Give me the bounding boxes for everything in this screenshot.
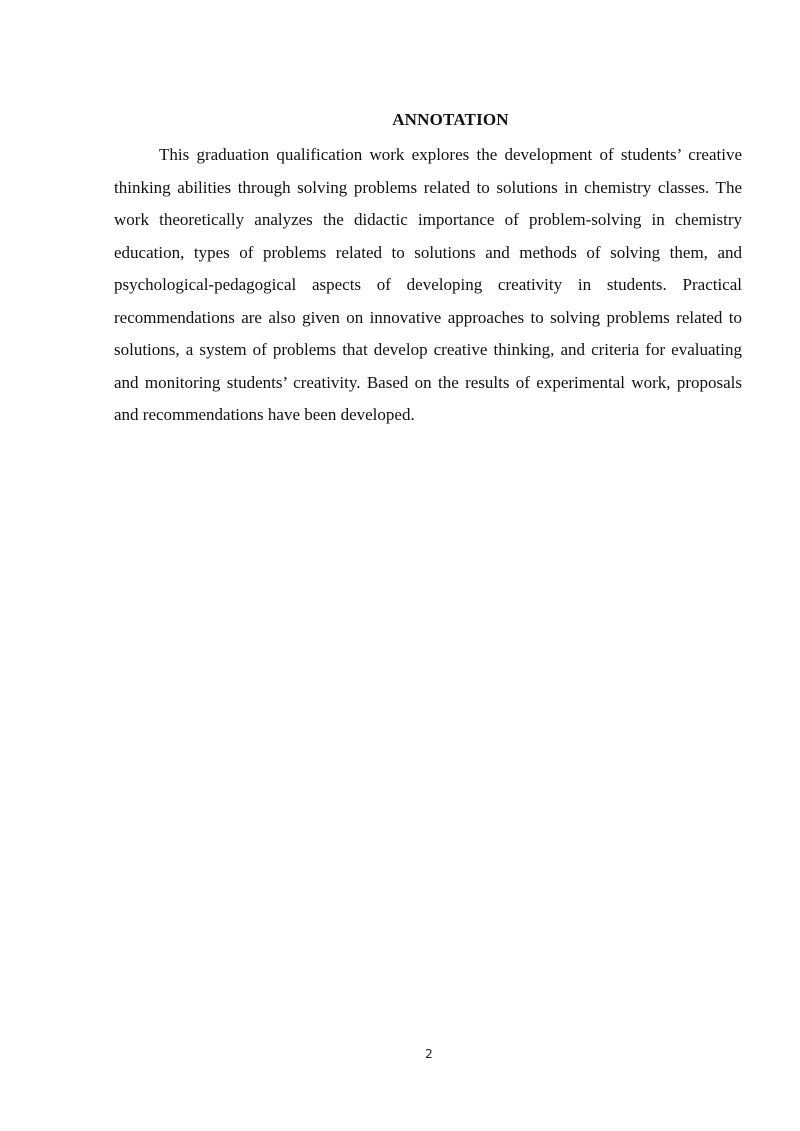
annotation-paragraph: This graduation qualification work explores the development of students’ creative thinking abilities through solving problems related to solutions in chemistry classes. The work theoretically analyzes the didactic importance of problem-solving in chemistry education, types of problems related to solutions and methods of solving them, and psychological-pedagogical aspects of developing creativity in students. Practical recommendations are also given on innovative approaches to solving problems related to solutions, a system of problems that develop creative thinking, and criteria for evaluating and monitoring students’ creativity. Based on the results of experimental work, proposals and recommendations have been developed. xyxy=(114,145,742,424)
page-content xyxy=(114,107,742,432)
annotation-heading: ANNOTATION xyxy=(392,110,509,129)
page-number: 2 xyxy=(425,1047,433,1061)
